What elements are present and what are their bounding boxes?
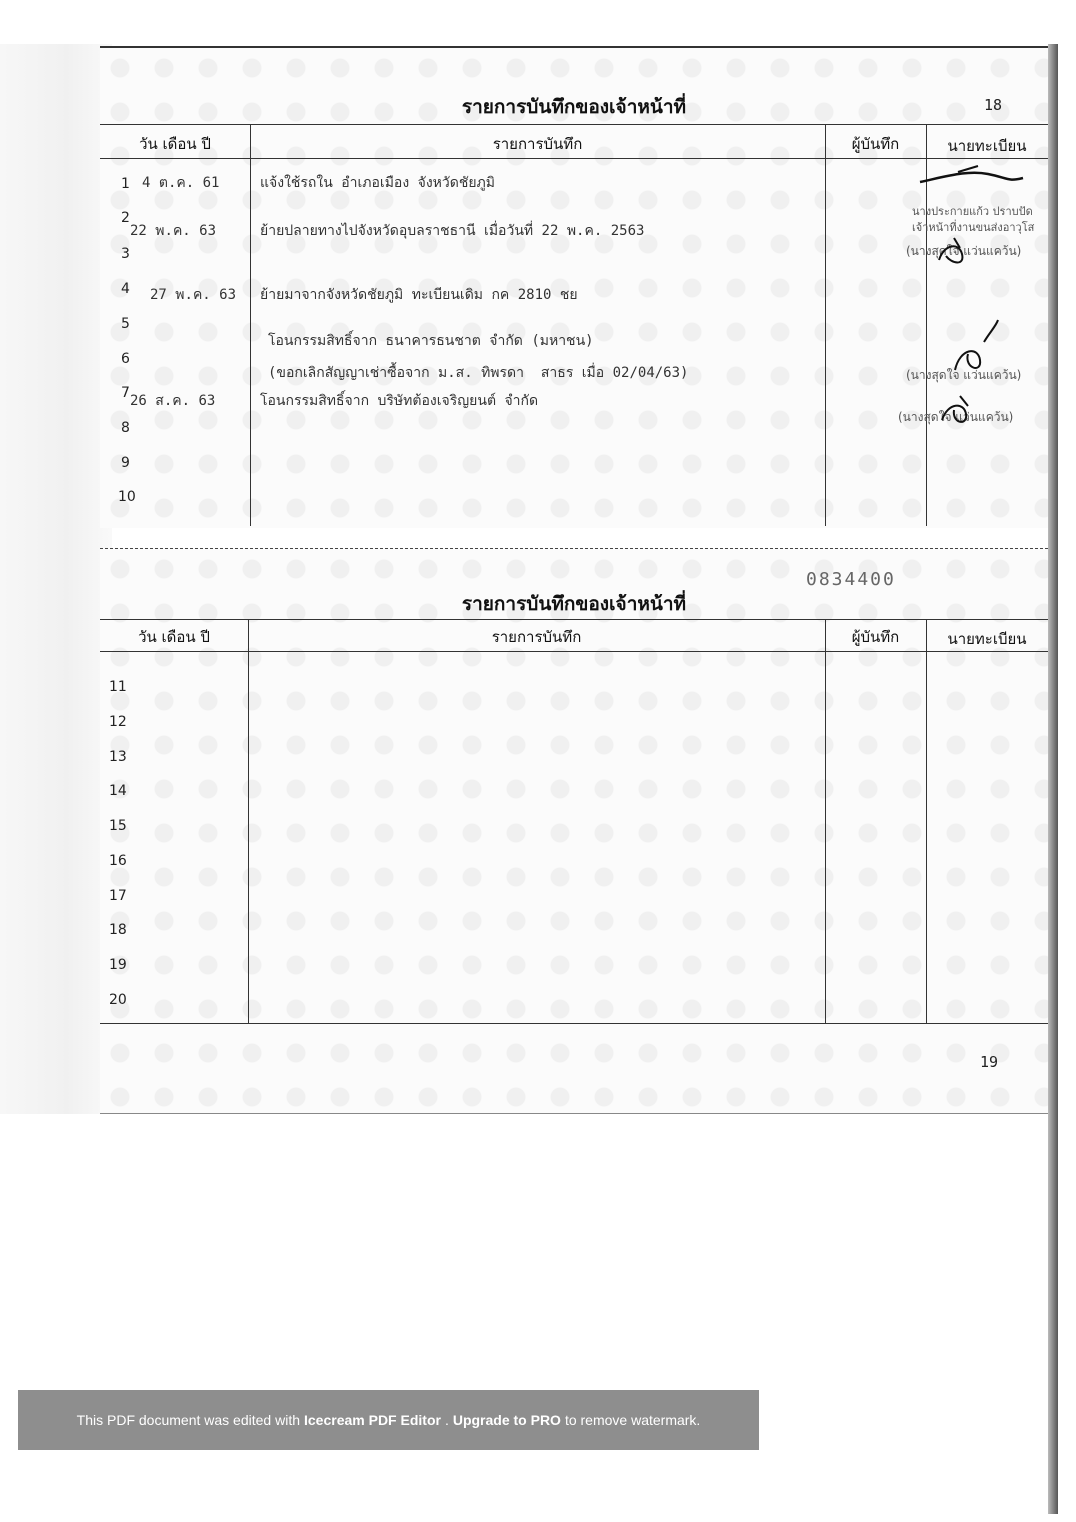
column-header-registrar: นายทะเบียน	[947, 630, 1027, 648]
row-number: 9	[121, 455, 130, 471]
serial-number-fragment: 0834400	[806, 569, 896, 590]
row-number: 4	[121, 281, 130, 297]
row-number: 12	[109, 714, 127, 730]
entry-text: โอนกรรมสิทธิ์จาก ธนาคารธนชาต จำกัด (มหาชน)	[268, 333, 594, 349]
row-number: 3	[121, 246, 130, 262]
table-top-border	[100, 619, 1048, 620]
table-top-border	[100, 124, 1048, 125]
entry-date: 27 พ.ค. 63	[150, 287, 237, 303]
page-title: รายการบันทึกของเจ้าหน้าที่	[461, 593, 687, 615]
col-divider	[926, 619, 927, 1023]
entry-date: 26 ส.ค. 63	[130, 393, 216, 409]
column-header-recorder: ผู้บันทึก	[851, 135, 900, 153]
signature-mark	[934, 234, 974, 268]
registrar-stamp-title: เจ้าหน้าที่งานขนส่งอาวุโส	[912, 221, 1035, 234]
registrar-stamp-name: นางประกายแก้ว ปราบปัด	[912, 205, 1033, 218]
column-header-registrar: นายทะเบียน	[947, 137, 1027, 155]
entry-date: 4 ต.ค. 61	[142, 175, 220, 191]
row-number: 1	[121, 176, 130, 192]
row-number: 18	[109, 922, 127, 938]
entry-text: โอนกรรมสิทธิ์จาก บริษัทต้องเจริญยนต์ จำกัด	[260, 393, 539, 409]
entry-text: (ขอกเลิกสัญญาเช่าซื้อจาก ม.ส. ทิพรดา สาธร เมื่อ 02/04/63)	[268, 365, 689, 381]
row-number: 13	[109, 749, 127, 765]
row-number: 11	[109, 679, 127, 695]
column-header-recorder: ผู้บันทึก	[851, 628, 900, 646]
column-header-date: วัน เดือน ปี	[138, 628, 210, 646]
col-divider	[825, 619, 826, 1023]
col-divider	[250, 124, 251, 526]
pdf-editor-watermark: This PDF document was edited with Icecream PDF Editor . Upgrade to PRO to remove watermark.	[18, 1390, 759, 1450]
signature-mark	[938, 392, 982, 428]
signature-mark	[950, 318, 1002, 376]
record-page-19	[100, 548, 1048, 1114]
row-number: 5	[121, 316, 130, 332]
row-number: 10	[118, 489, 136, 505]
row-number: 14	[109, 783, 127, 799]
scan-shadow	[0, 44, 112, 1114]
page-number: 18	[984, 96, 1003, 114]
registrar-stamp-name: (นางสุดใจ แว่นแคว้น)	[906, 368, 1022, 382]
row-number: 8	[121, 420, 130, 436]
row-number: 15	[109, 818, 127, 834]
col-divider	[825, 124, 826, 526]
entry-text: ย้ายมาจากจังหวัดชัยภูมิ ทะเบียนเดิม กค 2810 ชย	[260, 287, 578, 303]
signature-mark	[918, 162, 1028, 194]
table-bottom-border	[100, 1023, 1048, 1024]
entry-text: ย้ายปลายทางไปจังหวัดอุบลราชธานี เมื่อวันที่ 22 พ.ค. 2563	[260, 223, 645, 239]
col-divider	[248, 619, 249, 1023]
registrar-stamp-name: (นางสุดใจ แว่นแคว้น)	[898, 410, 1014, 424]
row-number: 20	[109, 992, 127, 1008]
row-number: 16	[109, 853, 127, 869]
column-header-record: รายการบันทึก	[492, 135, 583, 153]
column-header-record: รายการบันทึก	[491, 628, 582, 646]
entry-date: 22 พ.ค. 63	[130, 223, 217, 239]
record-page-18	[100, 46, 1048, 528]
header-bottom-border	[100, 158, 1048, 159]
row-number: 19	[109, 957, 127, 973]
entry-text: แจ้งใช้รถใน อำเภอเมือง จังหวัดชัยภูมิ	[260, 175, 495, 191]
row-number: 17	[109, 888, 127, 904]
page-title: รายการบันทึกของเจ้าหน้าที่	[461, 96, 687, 118]
watermark-suffix: to remove watermark.	[564, 1412, 701, 1428]
row-number: 7	[121, 385, 130, 401]
watermark-product: Icecream PDF Editor	[304, 1412, 441, 1428]
page-number: 19	[980, 1053, 999, 1071]
column-header-date: วัน เดือน ปี	[139, 135, 211, 153]
row-number: 2	[121, 210, 130, 226]
scan-edge	[1048, 44, 1058, 1514]
row-number: 6	[121, 351, 130, 367]
registrar-stamp-name: (นางสุดใจ แว่นแคว้น)	[906, 244, 1022, 258]
watermark-prefix: This PDF document was edited with	[76, 1412, 300, 1428]
header-bottom-border	[100, 651, 1048, 652]
watermark-upgrade-link[interactable]: Upgrade to PRO	[452, 1412, 561, 1428]
